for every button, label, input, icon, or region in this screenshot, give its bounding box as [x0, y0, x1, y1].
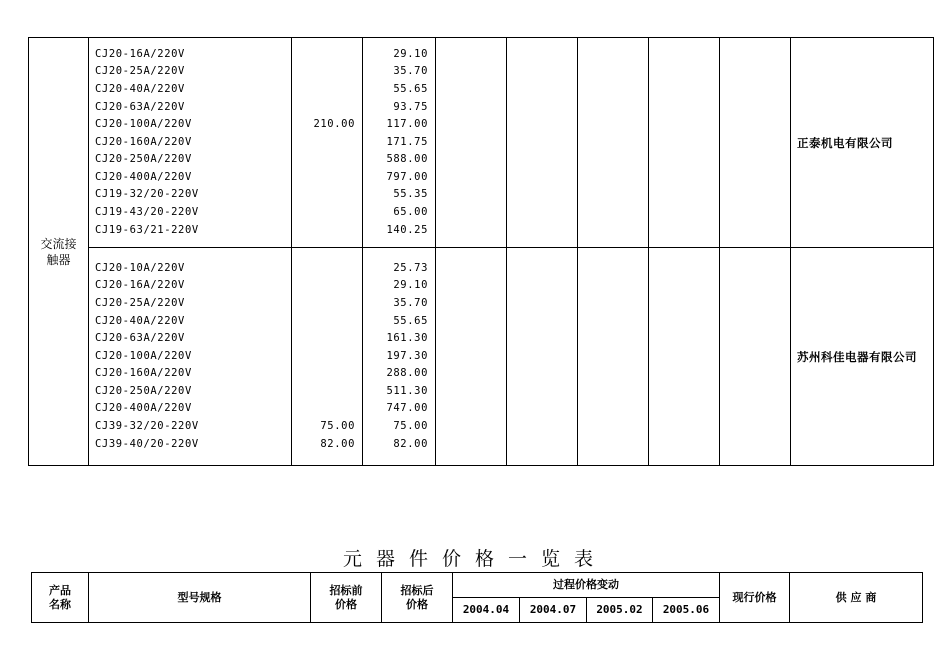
supplier-cell: 苏州科佳电器有限公司 [791, 248, 934, 466]
list-item: CJ20-100A/220V [95, 118, 192, 131]
product-name-line-1: 交流接 [40, 236, 77, 251]
header-model-spec: 型号规格 [89, 573, 311, 623]
price-2005-02-cell [578, 38, 649, 248]
list-item: 35.70 [393, 296, 428, 309]
header-date-4: 2005.06 [653, 598, 720, 623]
list-item: 75.00 [320, 420, 355, 433]
list-item: CJ19-43/20-220V [95, 206, 199, 219]
list-item [292, 63, 355, 81]
list-item [292, 204, 355, 222]
list-item [292, 151, 355, 169]
list-item: 117.00 [386, 118, 428, 131]
list-item: CJ20-250A/220V [95, 384, 192, 397]
list-item: CJ20-40A/220V [95, 82, 185, 95]
header-pre-bid-price: 招标前 价格 [311, 573, 382, 623]
model-list [89, 260, 291, 454]
product-name-cell [29, 38, 89, 466]
header-supplier: 供 应 商 [790, 573, 923, 623]
header-process-price-change: 过程价格变动 [453, 573, 720, 598]
list-item [292, 348, 355, 366]
list-item [292, 186, 355, 204]
list-item [292, 330, 355, 348]
price-2005-06-cell [649, 38, 720, 248]
list-item [292, 365, 355, 383]
list-item: 171.75 [386, 135, 428, 148]
current-price-cell [720, 38, 791, 248]
price-2005-06-cell [649, 248, 720, 466]
pre-bid-price-cell [292, 248, 363, 466]
supplier-cell: 正泰机电有限公司 [791, 38, 934, 248]
model-list [89, 46, 291, 240]
list-item: 65.00 [393, 206, 428, 219]
model-cell [89, 38, 292, 248]
current-price-cell [720, 248, 791, 466]
list-item: 55.35 [393, 188, 428, 201]
list-item [292, 134, 355, 152]
list-item: 511.30 [386, 384, 428, 397]
header-product-name: 产品 名称 [32, 573, 89, 623]
list-item: 140.25 [386, 223, 428, 236]
list-item: CJ20-160A/220V [95, 367, 192, 380]
header-post-bid-price: 招标后 价格 [382, 573, 453, 623]
model-cell [89, 248, 292, 466]
list-item: 588.00 [386, 153, 428, 166]
list-item: 161.30 [386, 332, 428, 345]
list-item [292, 46, 355, 64]
list-item [292, 383, 355, 401]
list-item: CJ19-32/20-220V [95, 188, 199, 201]
list-item: CJ39-32/20-220V [95, 420, 199, 433]
list-item: CJ20-400A/220V [95, 402, 192, 415]
pre-bid-price-cell [292, 38, 363, 248]
list-item: CJ20-100A/220V [95, 349, 192, 362]
list-item [292, 295, 355, 313]
list-item [292, 313, 355, 331]
pre-bid-price-list [292, 260, 362, 454]
page-title: 元器件价格一览表 [342, 548, 607, 570]
list-item: CJ20-250A/220V [95, 153, 192, 166]
list-item: CJ20-25A/220V [95, 296, 185, 309]
price-2004-04-cell [436, 248, 507, 466]
list-item: 29.10 [393, 279, 428, 292]
list-item: CJ20-16A/220V [95, 47, 185, 60]
product-name-line-2: 触器 [46, 252, 71, 267]
list-item [292, 81, 355, 99]
post-bid-price-list [363, 46, 435, 240]
list-item: 55.65 [393, 82, 428, 95]
header-date-3: 2005.02 [587, 598, 653, 623]
list-item: CJ20-400A/220V [95, 170, 192, 183]
list-item: CJ20-160A/220V [95, 135, 192, 148]
list-item: 29.10 [393, 47, 428, 60]
list-item: 82.00 [320, 437, 355, 450]
price-table-header [31, 572, 923, 623]
header-current-price: 现行价格 [720, 573, 790, 623]
list-item: 35.70 [393, 65, 428, 78]
list-item: 55.65 [393, 314, 428, 327]
header-date-2: 2004.07 [520, 598, 587, 623]
pre-bid-price-list [292, 46, 362, 240]
list-item: 210.00 [313, 118, 355, 131]
list-item [292, 169, 355, 187]
list-item [292, 277, 355, 295]
list-item: 797.00 [386, 170, 428, 183]
price-2005-02-cell [578, 248, 649, 466]
header-date-1: 2004.04 [453, 598, 520, 623]
price-2004-07-cell [507, 248, 578, 466]
list-item: CJ20-16A/220V [95, 279, 185, 292]
list-item: 25.73 [393, 261, 428, 274]
list-item: 93.75 [393, 100, 428, 113]
list-item: CJ20-40A/220V [95, 314, 185, 327]
list-item [292, 99, 355, 117]
post-bid-price-cell [363, 248, 436, 466]
list-item: CJ39-40/20-220V [95, 437, 199, 450]
list-item: CJ20-10A/220V [95, 261, 185, 274]
list-item: 747.00 [386, 402, 428, 415]
table-row [29, 248, 934, 466]
table-row [29, 38, 934, 248]
list-item: 288.00 [386, 367, 428, 380]
list-item [292, 400, 355, 418]
list-item [292, 222, 355, 240]
post-bid-price-list [363, 260, 435, 454]
list-item: 75.00 [393, 420, 428, 433]
list-item: 197.30 [386, 349, 428, 362]
list-item: CJ19-63/21-220V [95, 223, 199, 236]
list-item: CJ20-63A/220V [95, 332, 185, 345]
post-bid-price-cell [363, 38, 436, 248]
price-table-continued [28, 37, 934, 466]
list-item [292, 260, 355, 278]
list-item: CJ20-25A/220V [95, 65, 185, 78]
price-2004-04-cell [436, 38, 507, 248]
price-2004-07-cell [507, 38, 578, 248]
list-item: CJ20-63A/220V [95, 100, 185, 113]
list-item: 82.00 [393, 437, 428, 450]
